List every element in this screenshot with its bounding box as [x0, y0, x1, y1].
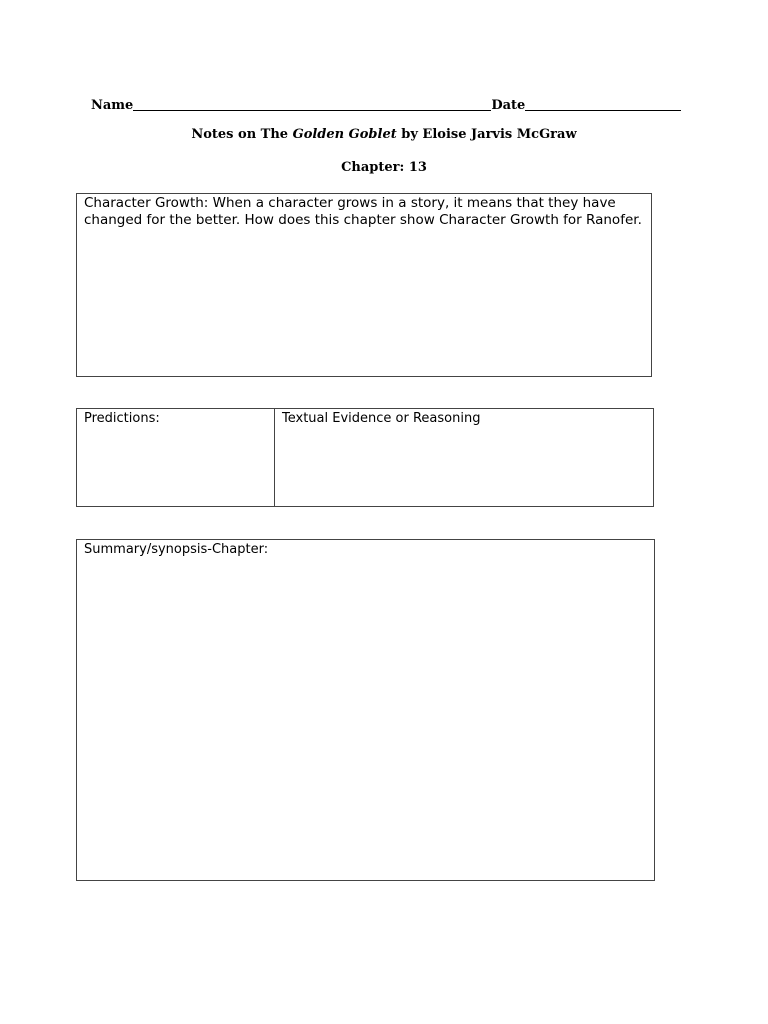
title-prefix: Notes on The [191, 127, 293, 142]
character-growth-prompt: Character Growth: When a character grows in a story, it means that they have changed for the better. How does this chapter show Character Growth for Ranofer. [84, 195, 642, 228]
title-suffix: by Eloise Jarvis McGraw [396, 127, 577, 142]
name-date-row [91, 93, 681, 113]
book-title: Golden Goblet [292, 127, 397, 142]
character-growth-box[interactable] [76, 193, 652, 377]
date-label: Date [491, 98, 526, 113]
chapter-heading: Chapter: 13 [341, 160, 427, 175]
summary-box[interactable] [76, 539, 655, 881]
page-title [0, 127, 768, 142]
predictions-table [76, 408, 654, 507]
name-field-line[interactable] [133, 96, 491, 111]
name-label: Name [91, 98, 134, 113]
evidence-header: Textual Evidence or Reasoning [282, 411, 481, 426]
summary-label: Summary/synopsis-Chapter: [84, 542, 269, 557]
evidence-cell[interactable] [275, 409, 653, 506]
date-field-line[interactable] [525, 96, 681, 111]
predictions-header: Predictions: [84, 411, 160, 426]
predictions-cell[interactable] [77, 409, 275, 506]
